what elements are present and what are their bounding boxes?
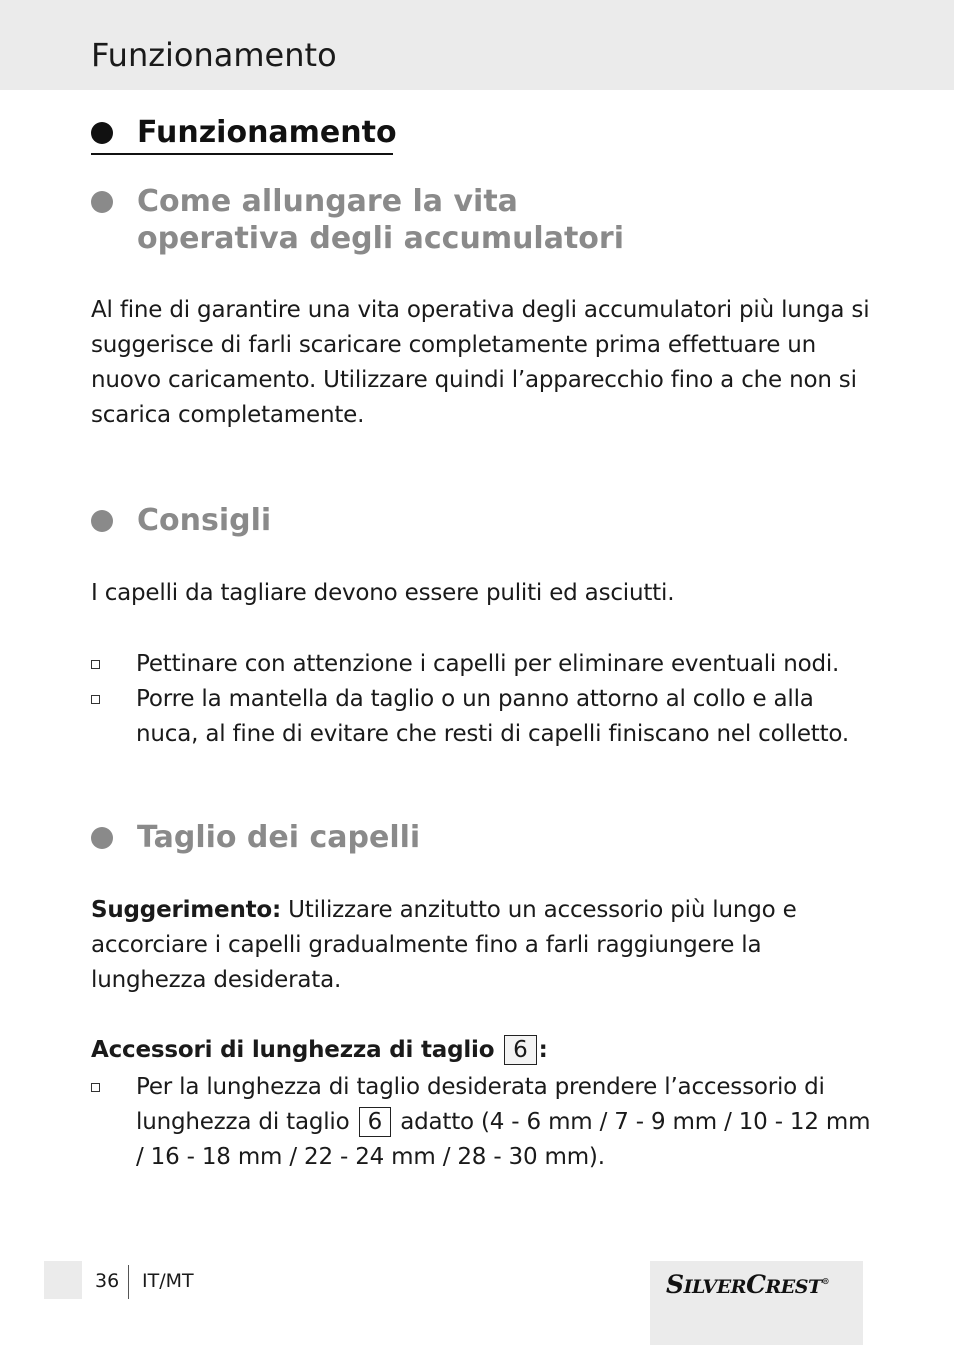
tips-paragraph: I capelli da tagliare devono essere puliti ed asciutti.	[91, 580, 675, 606]
list-item	[91, 682, 871, 752]
section-title: Taglio dei capelli	[137, 820, 421, 855]
logo-letter: S	[666, 1270, 684, 1299]
list-item-text: Pettinare con attenzione i capelli per eliminare eventuali nodi.	[136, 651, 840, 677]
accessories-label: Accessori di lunghezza di taglio	[91, 1037, 495, 1063]
footer-marker	[44, 1261, 82, 1299]
brand-logo	[666, 1270, 829, 1299]
bullet-icon	[91, 191, 113, 213]
heading-underline	[91, 153, 393, 155]
section-title: Funzionamento	[137, 115, 397, 150]
reference-number-box: 6	[359, 1107, 391, 1137]
section-heading-funzionamento	[91, 114, 397, 151]
registered-mark: ®	[821, 1276, 830, 1286]
tip-label: Suggerimento:	[91, 897, 282, 923]
footer-divider	[128, 1265, 129, 1299]
logo-letter: C	[746, 1270, 766, 1299]
checkbox-square-icon	[91, 682, 136, 752]
checkbox-square-icon	[91, 1070, 136, 1175]
section-heading-tips	[91, 502, 271, 539]
logo-text: ILVER	[683, 1276, 747, 1298]
list-item	[91, 647, 871, 682]
tip-text: Utilizzare anzitutto un accessorio più lungo e accorciare i capelli gradualmente fino a farli raggiungere la lunghezza desiderata.	[91, 897, 797, 993]
logo-text: REST	[765, 1276, 822, 1298]
list-item-text	[136, 1070, 871, 1175]
battery-paragraph: Al fine di garantire una vita operativa degli accumulatori più lunga si suggerisce di farli scaricare completamente prima effettuare un nuovo caricamento. Utilizzare quindi l’apparecchio fino a che non si scarica completamente.	[91, 297, 870, 428]
page-header-title: Funzionamento	[91, 36, 337, 74]
bullet-icon	[91, 510, 113, 532]
list-item	[91, 1070, 871, 1175]
section-title-line1: Come allungare la vita	[137, 184, 518, 219]
section-title: Consigli	[137, 503, 272, 538]
bullet-icon	[91, 122, 113, 144]
accessories-colon: :	[538, 1037, 548, 1063]
section-heading-battery	[91, 183, 624, 257]
language-code: IT/MT	[142, 1270, 194, 1292]
accessories-heading	[91, 1033, 871, 1068]
list-item-text: Porre la mantella da taglio o un panno attorno al collo e alla nuca, al fine di evitare che resti di capelli finiscano nel colletto.	[136, 686, 850, 747]
bullet-icon	[91, 827, 113, 849]
tip-paragraph	[91, 893, 871, 998]
page-number: 36	[95, 1270, 120, 1292]
section-heading-cutting	[91, 819, 420, 856]
section-title-line2: operativa degli accumulatori	[137, 221, 624, 256]
reference-number-box: 6	[504, 1035, 536, 1065]
checkbox-square-icon	[91, 647, 136, 682]
item-text-part2: adatto (4 - 6 mm / 7 - 9 mm / 10 - 12 mm / 16 - 18 mm / 22 - 24 mm / 28 - 30 mm).	[136, 1109, 871, 1170]
section-title	[137, 183, 624, 257]
item-text-part1: Per la lunghezza di taglio desiderata prendere l’accessorio di lunghezza di taglio	[136, 1074, 825, 1135]
